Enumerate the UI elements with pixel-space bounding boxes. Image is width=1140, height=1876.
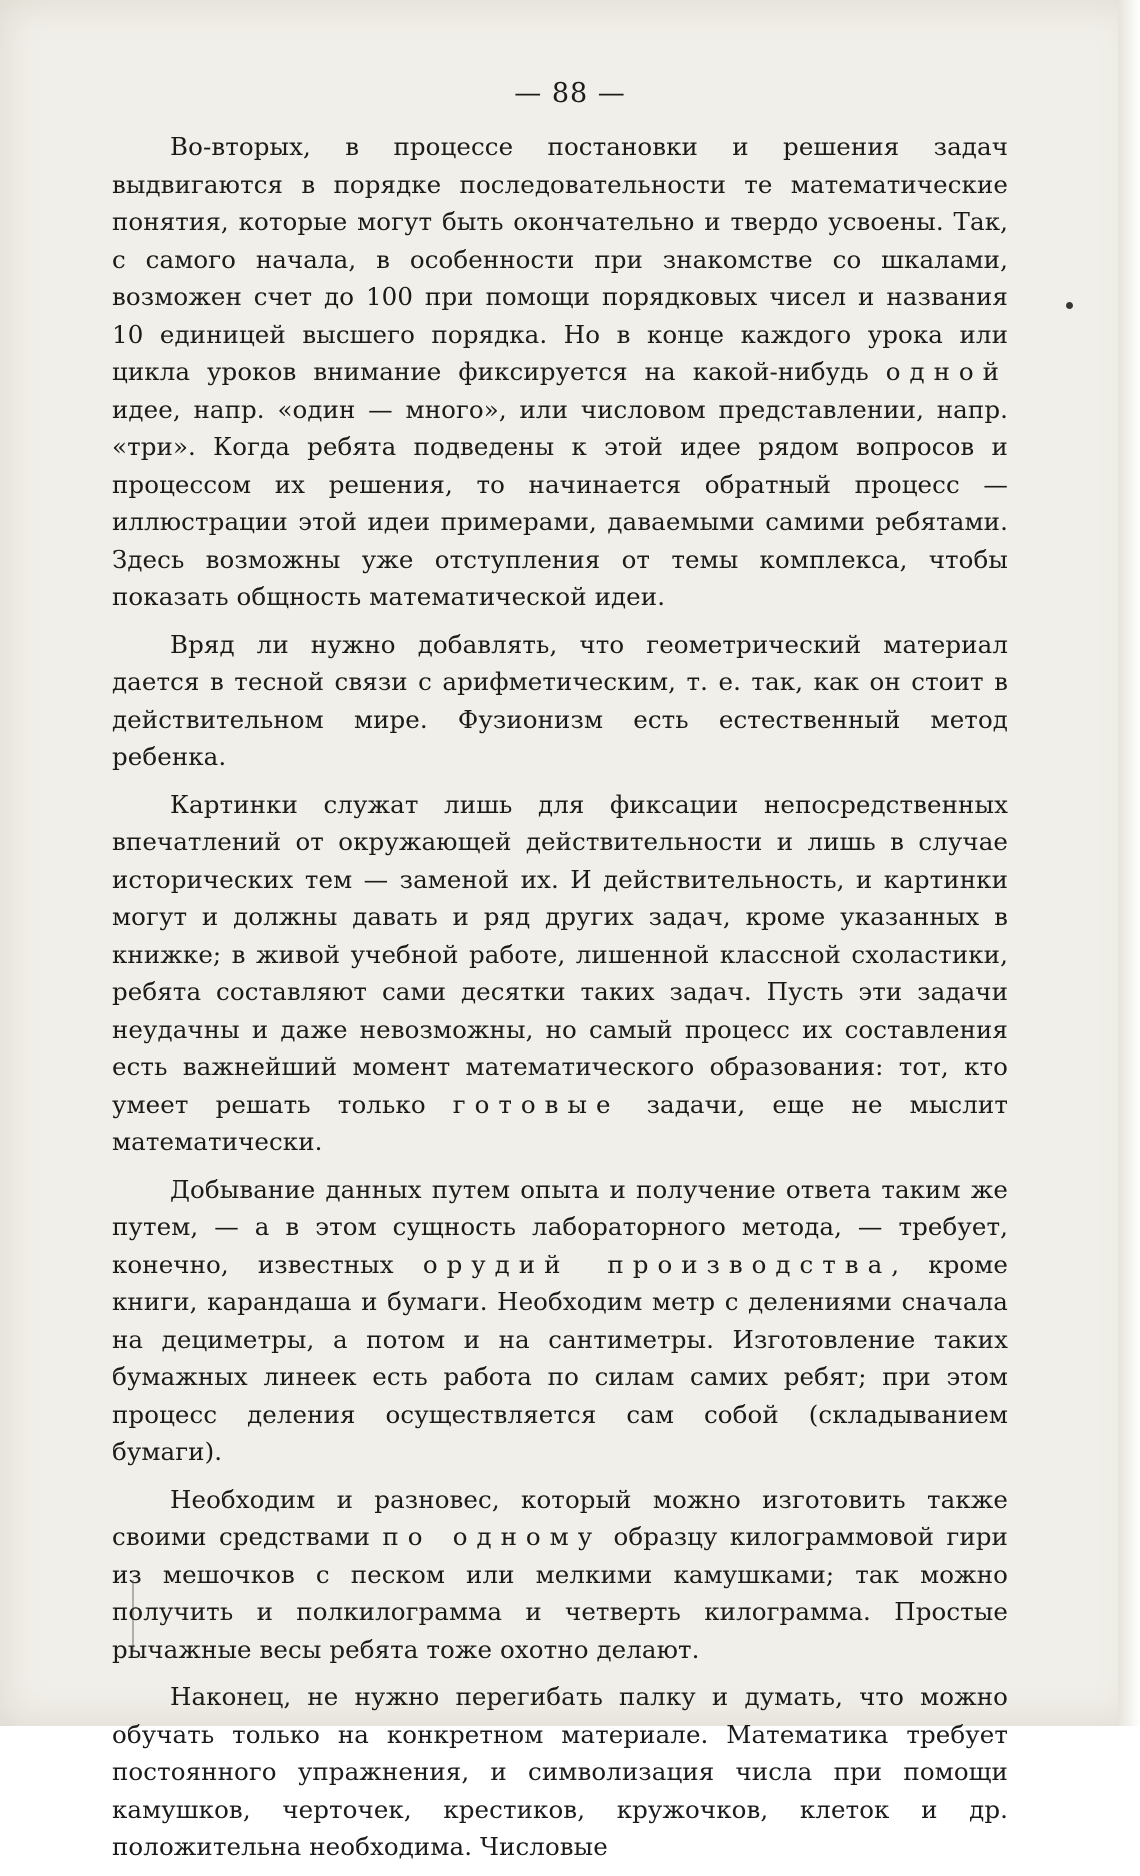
paragraph-6: Наконец, не нужно перегибать палку и думать, что можно обучать только на конкретном материале. Математика требует постоянного упражнения, и символизация числа при помощи камушков, черточек, крестиков, кружочков, клеток и др. положительна необходима. Числовые (112, 1682, 1008, 1861)
page-number: — 88 — (514, 78, 626, 109)
emphasis-text: по одному (382, 1522, 602, 1551)
paragraph-5: Необходим и разновес, который можно изготовить также своими средствами по одному образцу килограммовой гири из мешочков с песком или мелкими камушками; так можно получить и полкилограмма и четверть килограмма. Простые рычажные весы ребята тоже охотно делают. (112, 1484, 1008, 1664)
paragraph-2: Вряд ли нужно добавлять, что геометрический материал дается в тесной связи с арифметическим, т. е. так, как он стоит в действительном мире. Фузионизм есть естественный метод ребенка. (112, 629, 1008, 771)
ink-speck (1066, 302, 1073, 309)
paragraph-3: Картинки служат лишь для фиксации непосредственных впечатлений от окружающей действительности и лишь в случае исторических тем — заменой их. И действительность, и картинки могут и должны давать и ряд других задач, кроме указанных в книжке; в живой учебной работе, лишенной классной схоластики, ребята составляют сами десятки таких задач. Пусть эти задачи неудачны и даже невозможны, но самый процесс их составления есть важнейший момент математического образования: тот, кто умеет решать только готовые задачи, еще не мыслит математически. (112, 789, 1008, 1156)
page-edge (1118, 0, 1140, 1726)
paper-scratch (132, 1580, 134, 1650)
paragraph-4: Добывание данных путем опыта и получение ответа таким же путем, — а в этом сущность лабораторного метода, — требует, конечно, известных орудий производства, кроме книги, карандаша и бумаги. Необходим метр с делениями сначала на дециметры, а потом и на сантиметры. Изготовление таких бумажных линеек есть работа по силам самих ребят; при этом процесс деления осуществляется сам собой (складыванием бумаги). (112, 1174, 1008, 1466)
text-body (112, 128, 1008, 1876)
emphasis-text: готовые (452, 1089, 620, 1119)
paragraph-1: Во-вторых, в процессе постановки и решения задач выдвигаются в порядке последовательности те математические понятия, которые могут быть окончательно и твердо усвоены. Так, с самого начала, в особенности при знакомстве со шкалами, возможен счет до 100 при помощи порядковых чисел и названия 10 единицей высшего порядка. Но в конце каждого урока или цикла уроков внимание фиксируется на какой-нибудь одной идее, напр. «один — много», или числовом представлении, напр. «три». Когда ребята подведены к этой идее рядом вопросов и процессом их решения, то начинается обратный процесс — иллюстрации этой идеи примерами, даваемыми самими ребятами. Здесь возможны уже отступления от темы комплекса, чтобы показать общность математической идеи. (112, 132, 1008, 611)
emphasis-text: одной (885, 357, 1008, 386)
emphasis-text: орудий производства (422, 1249, 892, 1279)
